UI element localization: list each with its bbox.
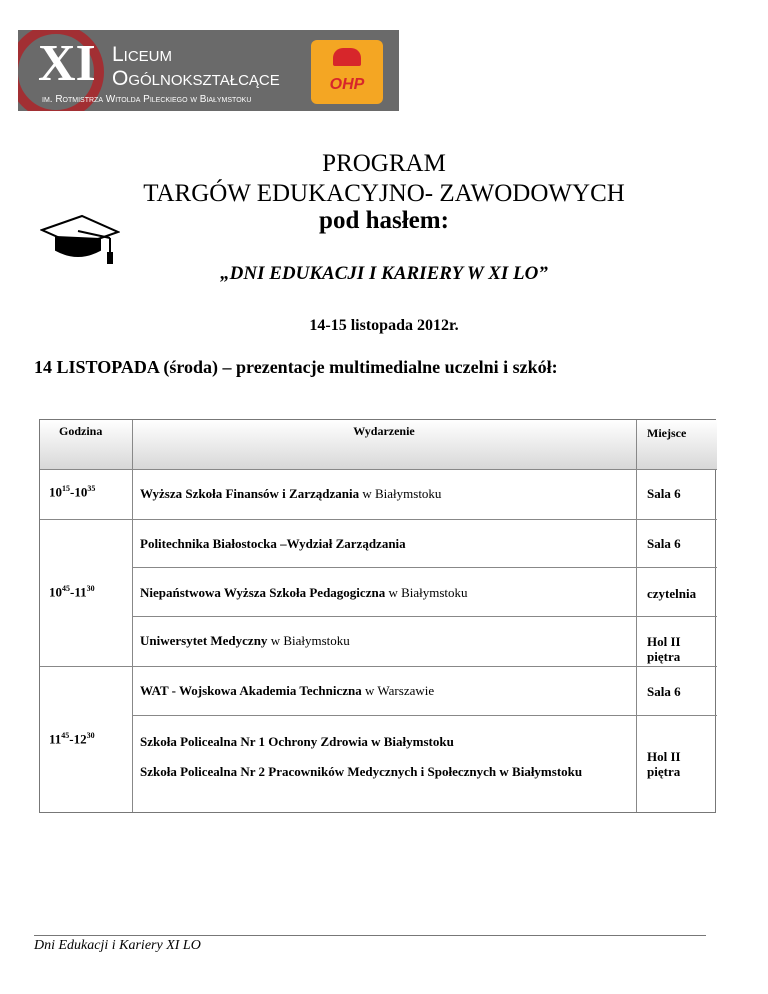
section-heading: 14 LISTOPADA (środa) – prezentacje multimedialne uczelni i szkół: (34, 357, 558, 377)
time-slot-1: $10^{15}-10^{35}$ (49, 484, 96, 500)
header-time: Godzina (59, 424, 103, 438)
place-row-1: Sala 6 (647, 486, 681, 501)
place-row-2: Sala 6 (647, 536, 681, 551)
header-cell-place (636, 420, 717, 469)
logo-line-2: Ogólnokształcące (112, 67, 280, 90)
event-row-2: Politechnika Białostocka –Wydział Zarządzania (140, 536, 406, 551)
schedule-table (39, 419, 716, 813)
logo-line-3: im. Rotmistrza Witolda Pileckiego w Białymstoku (42, 94, 252, 105)
ohp-logo (311, 40, 383, 104)
event-row-4: Uniwersytet Medyczny w Białymstoku (140, 633, 350, 648)
logo-xi: XI (38, 35, 96, 92)
event-row-7: Szkoła Policealna Nr 2 Pracowników Medycznych i Społecznych w Białymstoku (140, 764, 583, 779)
place-row-4: Hol II piętra (647, 634, 681, 664)
ohp-logo-text: OHP (329, 76, 365, 93)
row-divider (40, 469, 717, 470)
time-slot-3: $11^{45}-12^{30}$ (49, 731, 95, 747)
event-date: 14-15 listopada 2012r. (309, 317, 459, 334)
row-divider (132, 715, 717, 716)
place-row-5: Sala 6 (647, 684, 681, 699)
time-slot-2: $10^{45}-11^{30}$ (49, 584, 95, 600)
event-row-6: Szkoła Policealna Nr 1 Ochrony Zdrowia w Białymstoku (140, 734, 454, 749)
event-row-1: Wyższa Szkoła Finansów i Zarządzania w Białymstoku (140, 486, 442, 501)
footer-text: Dni Edukacji i Kariery XI LO (34, 938, 201, 953)
row-divider (40, 519, 717, 520)
header-cell-event (132, 420, 636, 469)
slogan: „DNI EDUKACJI I KARIERY W XI LO” (220, 263, 548, 284)
event-row-5: WAT - Wojskowa Akademia Techniczna w Warszawie (140, 683, 435, 698)
header-event: Wydarzenie (353, 424, 415, 438)
footer-divider (34, 935, 706, 936)
logo-line-1: Liceum (112, 43, 173, 66)
ohp-mark-icon (333, 48, 361, 66)
place-row-3: czytelnia (647, 586, 697, 601)
event-row-3: Niepaństwowa Wyższa Szkoła Pedagogiczna w Białymstoku (140, 585, 468, 600)
row-divider (132, 567, 717, 568)
place-row-6: Hol II piętra (647, 749, 681, 779)
title-line-2: TARGÓW EDUKACYJNO- ZAWODOWYCH (143, 180, 625, 207)
title-line-1: PROGRAM (322, 150, 446, 177)
row-divider (132, 616, 717, 617)
title-line-3: pod hasłem: (319, 207, 449, 234)
header-cell-time (40, 420, 132, 469)
row-divider (40, 666, 717, 667)
header-place: Miejsce (647, 426, 687, 440)
